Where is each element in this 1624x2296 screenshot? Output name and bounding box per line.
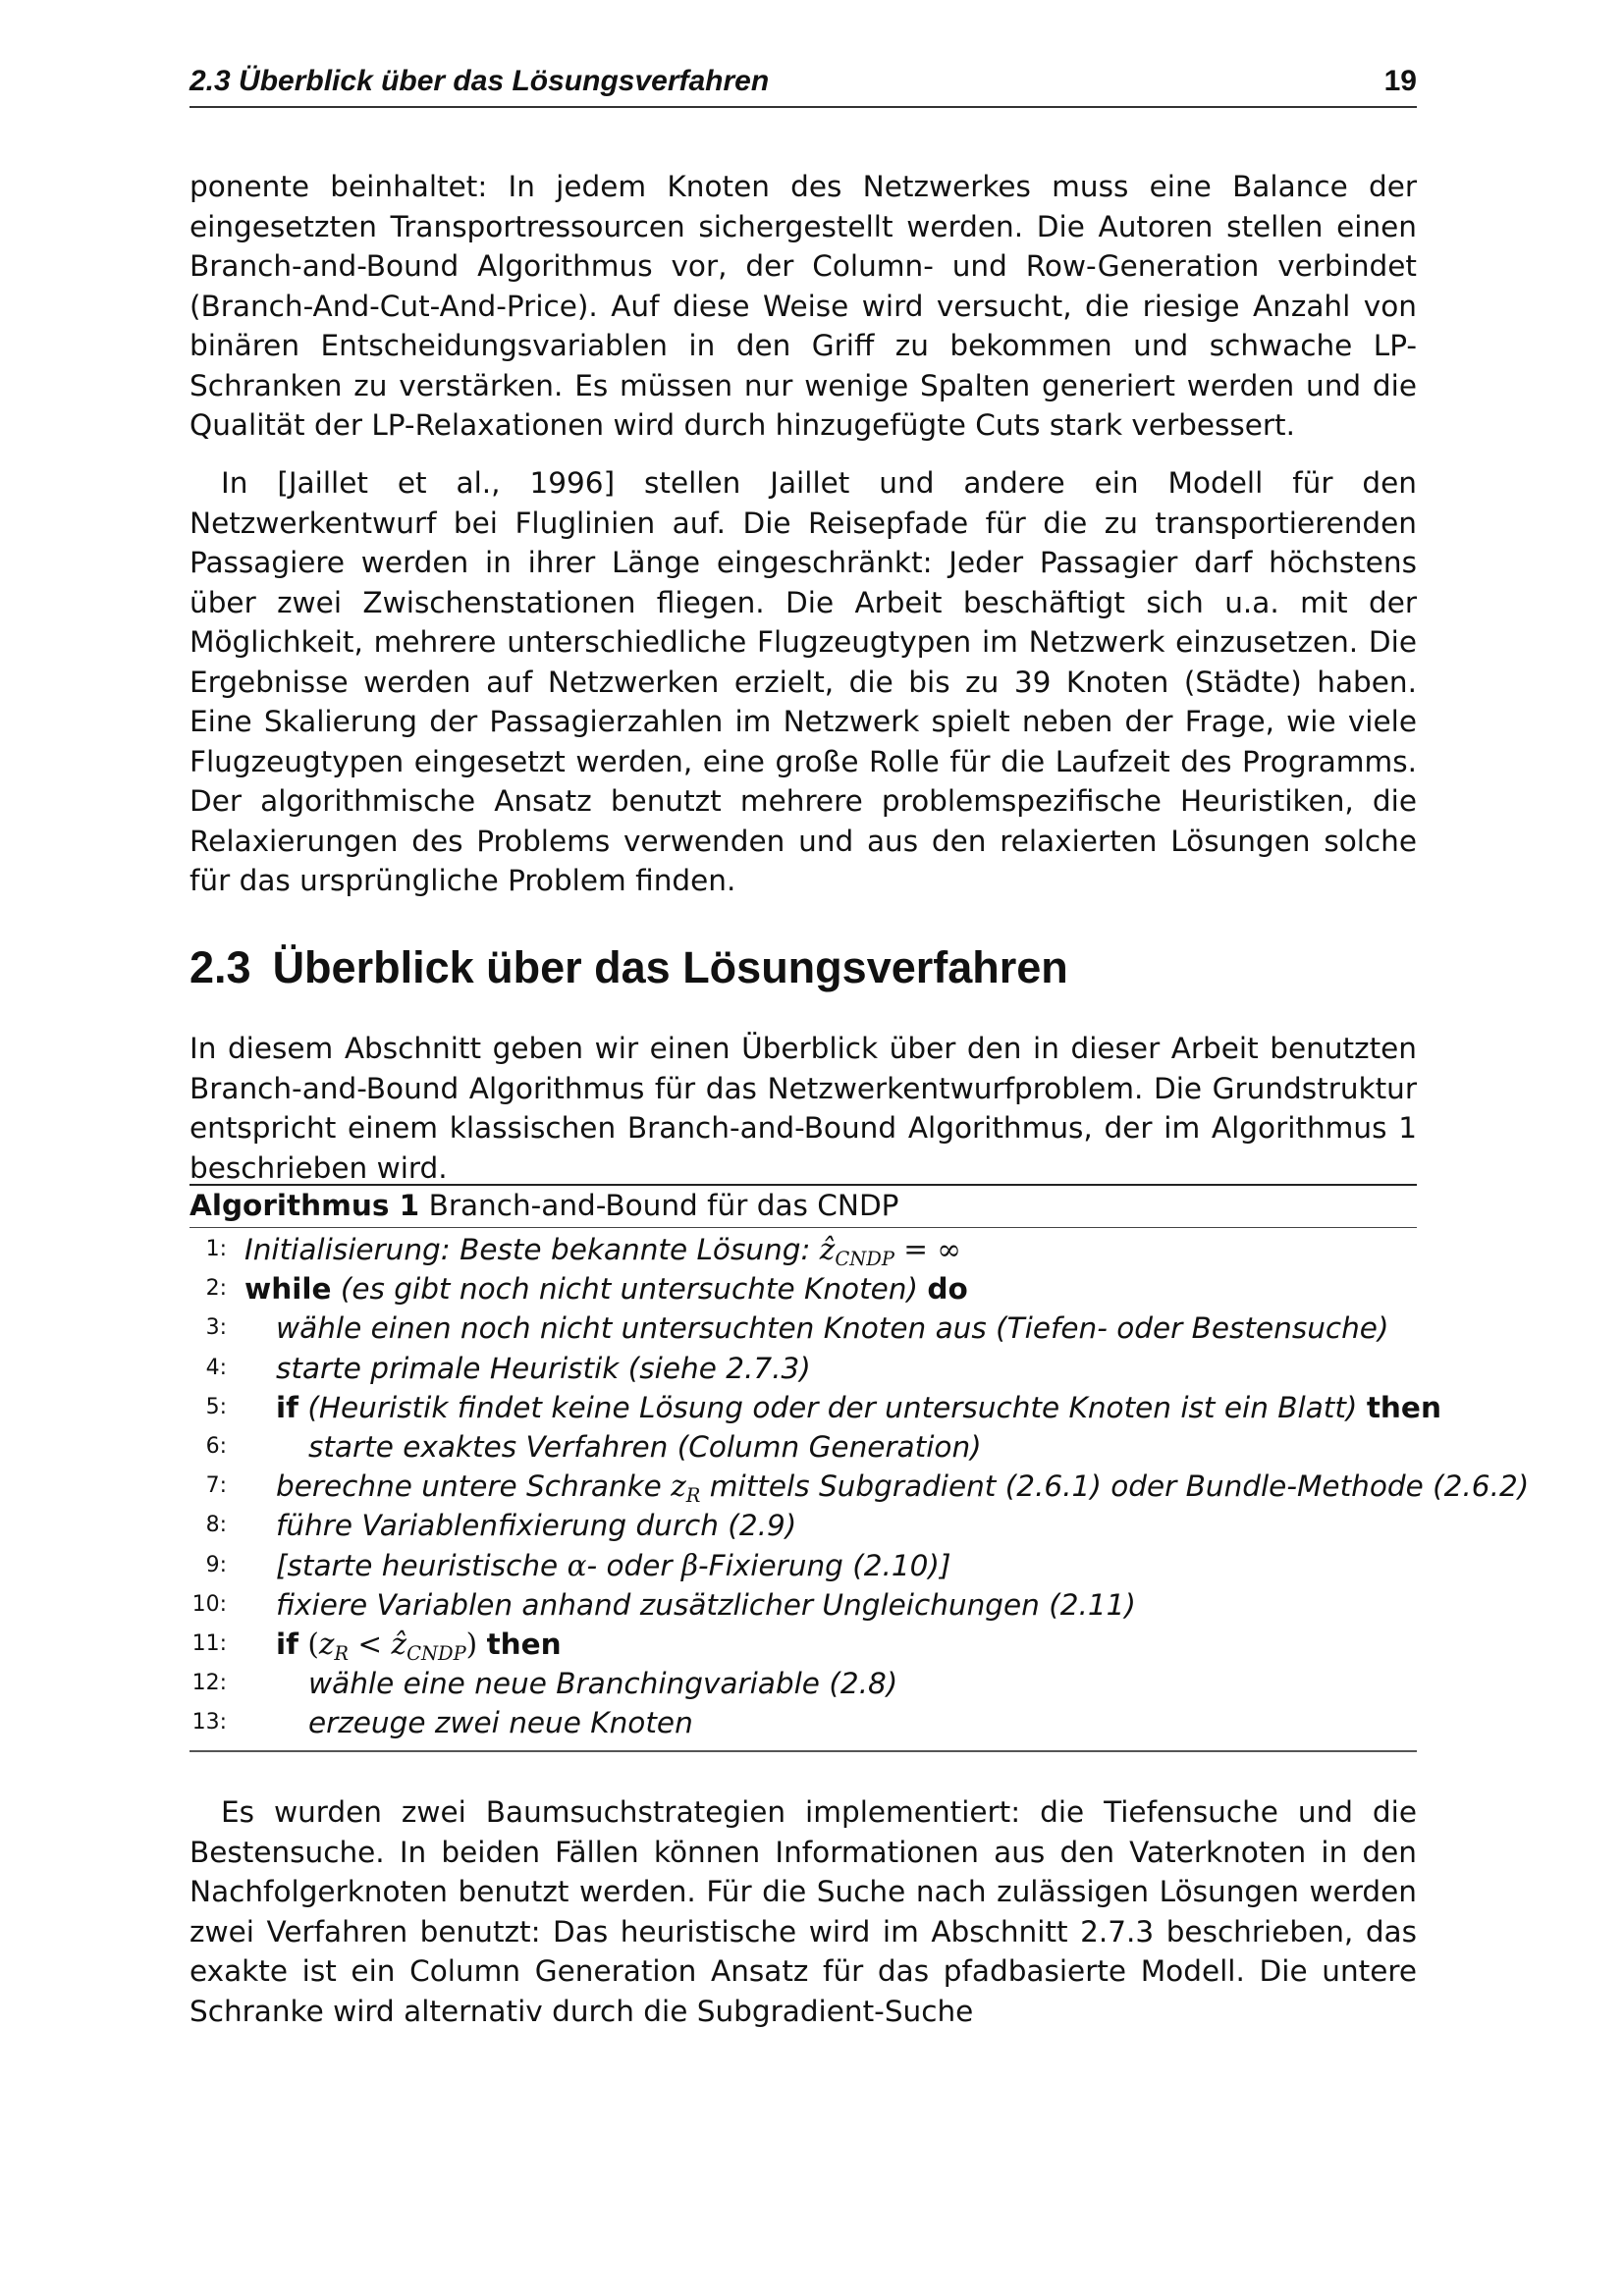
algorithm-line (189, 1269, 1417, 1308)
algorithm-line (189, 1585, 1417, 1625)
algorithm-line (189, 1703, 1417, 1742)
line-code: berechne untere Schranke $z_R$ mittels Subgradient (2.6.1) oder Bundle-Methode (2.6.2) (276, 1469, 1530, 1507)
line-code: starte exaktes Verfahren (Column Generation) (308, 1429, 982, 1464)
line-number: 4: (205, 1355, 227, 1380)
line-code: erzeuge zwei neue Knoten (308, 1706, 693, 1740)
line-code: wähle einen noch nicht untersuchten Knoten aus (Tiefen- oder Bestensuche) (276, 1311, 1389, 1346)
paragraph-continuation: ponente beinhaltet: In jedem Knoten des Netzwerkes muss eine Balance der eingesetzten Transportressourcen sichergestellt werden. Die Autoren stellen einen Branch-and-Bound Algorithmus vor, der Column- und Row-Generation verbindet (Branch-And-Cut-And-Price). Auf diese Weise wird versucht, die riesige Anzahl von binären Entscheidungsvariablen in den Griff zu bekommen und schwache LP-Schranken zu verstärken. Es müssen nur wenige Spalten generiert werden und die Qualität der LP-Relaxationen wird durch hinzugefügte Cuts stark verbessert. (189, 170, 1417, 442)
paragraph-jaillet: In [Jaillet et al., 1996] stellen Jaillet und andere ein Modell für den Netzwerkentwurf bei Fluglinien auf. Die Reisepfade für die zu transportierenden Passagiere werden in ihrer Länge eingeschränkt: Jeder Passagier darf höchstens über zwei Zwischenstationen fliegen. Die Arbeit beschäftigt sich u.a. mit der Möglichkeit, mehrere unterschiedliche Flugzeugtypen im Netzwerk einzusetzen. Die Ergebnisse werden auf Netzwerken erzielt, die bis zu 39 Knoten (Städte) haben. Eine Skalierung der Passagierzahlen im Netzwerk spielt neben der Frage, wie viele Flugzeugtypen eingesetzt werden, eine große Rolle für die Laufzeit des Programms. Der algorithmische Ansatz benutzt mehrere problemspezifische Heuristiken, die Relaxierungen des Problems verwenden und aus den relaxierten Lösungen solche für das ursprüngliche Problem finden. (189, 466, 1417, 897)
line-number: 12: (191, 1671, 227, 1696)
line-number: 1: (205, 1237, 227, 1261)
line-code: fixiere Variablen anhand zusätzlicher Ungleichungen (2.11) (276, 1587, 1136, 1622)
algorithm-line (189, 1506, 1417, 1545)
line-number: 9: (205, 1552, 227, 1577)
section-title: Überblick über das Lösungsverfahren (272, 942, 1068, 992)
algorithm-line (189, 1625, 1417, 1664)
line-code: if ($z_R$ < ẑ$_{CNDP}$) then (276, 1627, 562, 1665)
algorithm-line (189, 1664, 1417, 1703)
algorithm-caption (189, 1186, 1417, 1228)
algorithm-line (189, 1308, 1417, 1348)
line-number: 13: (191, 1710, 227, 1735)
line-number: 3: (205, 1315, 227, 1341)
algorithm-label: Algorithmus 1 (189, 1189, 420, 1222)
line-code: [starte heuristische α- oder β-Fixierung (2.10)] (276, 1548, 951, 1582)
page-number: 19 (1383, 65, 1417, 97)
line-number: 7: (205, 1473, 227, 1499)
algorithm-line (189, 1467, 1530, 1507)
line-code: starte primale Heuristik (siehe 2.7.3) (276, 1351, 811, 1385)
running-header (189, 61, 1417, 108)
algorithm-line (189, 1349, 1417, 1388)
line-number: 6: (205, 1433, 227, 1459)
algorithm-line (189, 1388, 1441, 1427)
line-code: wähle eine neue Branchingvariable (2.8) (308, 1667, 898, 1701)
algorithm-line (189, 1546, 1417, 1585)
line-code: Initialisierung: Beste bekannte Lösung: ẑ$_{CNDP}$ = ∞ (244, 1233, 961, 1270)
line-number: 2: (205, 1276, 227, 1302)
line-number: 8: (205, 1513, 227, 1538)
running-header-title: 2.3 Überblick über das Lösungsverfahren (189, 65, 770, 97)
line-code: führe Variablenfixierung durch (2.9) (276, 1509, 797, 1543)
algorithm-box (189, 1184, 1530, 1752)
line-number: 5: (205, 1394, 227, 1419)
line-code: while (es gibt noch nicht untersuchte Knoten) do (244, 1272, 968, 1307)
section-heading (189, 940, 1068, 995)
algorithm-line (189, 1230, 1417, 1269)
line-number: 11: (191, 1630, 227, 1656)
algorithm-title: Branch-and-Bound für das CNDP (428, 1189, 899, 1222)
paragraph-section-intro: In diesem Abschnitt geben wir einen Überblick über den in dieser Arbeit benutzten Branch-and-Bound Algorithmus für das Netzwerkentwurfproblem. Die Grundstruktur entspricht einem klassischen Branch-and-Bound Algorithmus, der im Algorithmus 1 beschrieben wird. (189, 1032, 1417, 1185)
line-number: 10: (191, 1591, 227, 1617)
line-code: if (Heuristik findet keine Lösung oder der untersuchte Knoten ist ein Blatt) then (276, 1390, 1441, 1424)
algorithm-line (189, 1427, 1417, 1467)
paragraph-search-strategies: Es wurden zwei Baumsuchstrategien implementiert: die Tiefensuche und die Bestensuche. In beiden Fällen können Informationen aus den Vaterknoten in den Nachfolgerknoten benutzt werden. Für die Suche nach zulässigen Lösungen werden zwei Verfahren benutzt: Das heuristische wird im Abschnitt 2.7.3 beschrieben, das exakte ist ein Column Generation Ansatz für das pfadbasierte Modell. Die untere Schranke wird alternativ durch die Subgradient-Suche (189, 1795, 1417, 2028)
section-number: 2.3 (189, 942, 251, 992)
